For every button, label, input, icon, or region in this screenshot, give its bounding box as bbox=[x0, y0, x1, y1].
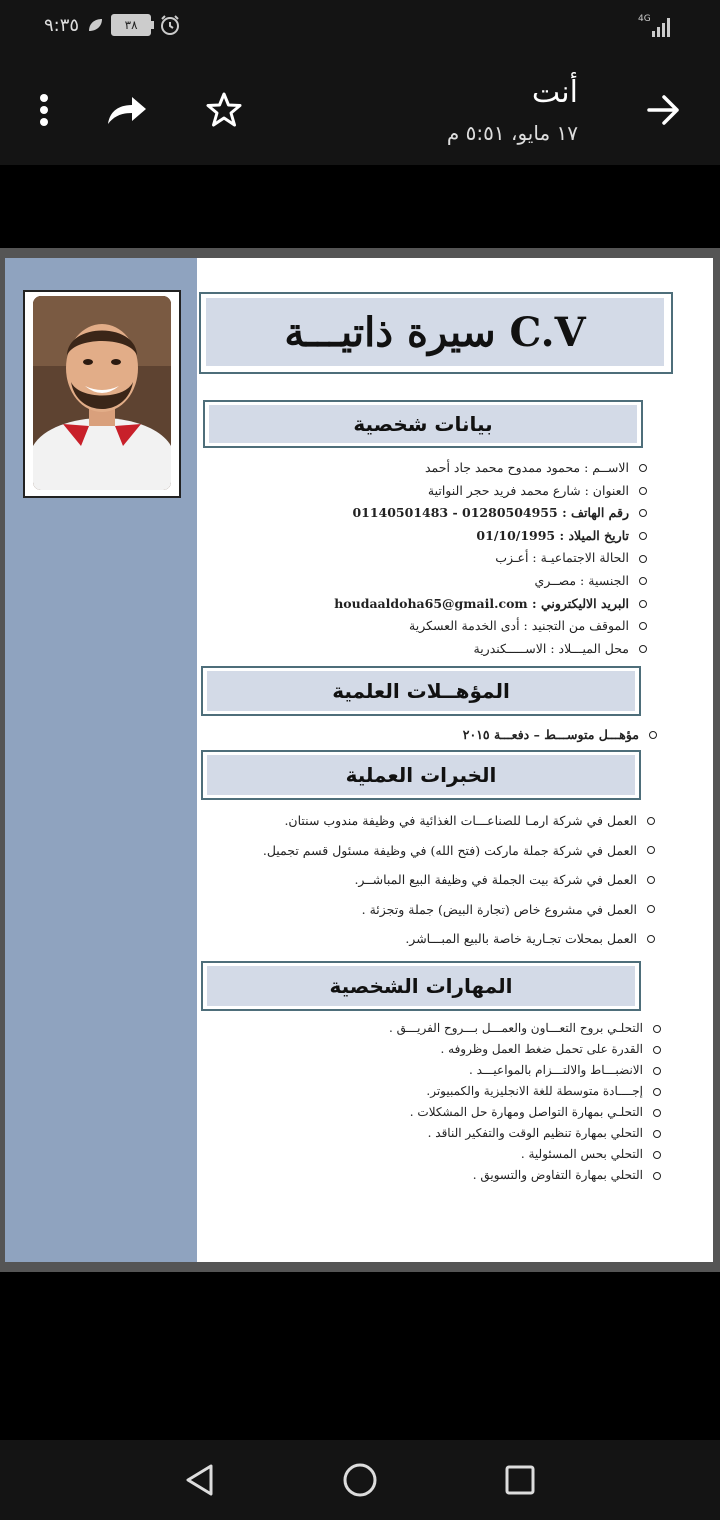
list-item: العمل بمحلات تجـارية خاصة بالبيع المبـــاشر. bbox=[263, 924, 655, 954]
status-left bbox=[44, 14, 181, 36]
battery-level: ٣٨ bbox=[124, 18, 138, 32]
bullet-icon bbox=[639, 600, 647, 608]
list-item: العمل في مشروع خاص (تجارة البيض) جملة وتجزئة . bbox=[263, 895, 655, 925]
list-item: التحلـي بروح التعـــاون والعمـــل بـــروح الفريـــق . bbox=[389, 1018, 661, 1039]
section-qualifications-heading bbox=[201, 666, 641, 716]
battery-icon bbox=[111, 14, 151, 36]
list-item: إجــــادة متوسطة للغة الانجليزية والكمبيوتر. bbox=[389, 1081, 661, 1102]
list-item: العمل في شركة بيت الجملة في وظيفة البيع المباشــر. bbox=[263, 865, 655, 895]
forward-button[interactable] bbox=[640, 89, 688, 131]
network-type: 4G bbox=[638, 14, 651, 24]
qualifications-list bbox=[463, 724, 657, 746]
list-item: رقم الهاتف : 01280504955 - 01140501483 bbox=[334, 502, 647, 525]
bullet-icon bbox=[653, 1046, 661, 1054]
list-item: القدرة على تحمل ضغط العمل وظروفه . bbox=[389, 1039, 661, 1060]
alarm-icon bbox=[159, 14, 181, 36]
section-skills-heading bbox=[201, 961, 641, 1011]
section-heading-text: المؤهــلات العلمية bbox=[207, 671, 635, 711]
sender-title: أنت bbox=[531, 75, 578, 110]
bullet-icon bbox=[653, 1172, 661, 1180]
bullet-icon bbox=[653, 1130, 661, 1138]
list-item: الموقف من التجنيد : أدى الخدمة العسكرية bbox=[334, 615, 647, 638]
list-item: العنوان : شارع محمد فريد حجر النواتية bbox=[334, 480, 647, 503]
more-options-button[interactable] bbox=[24, 87, 64, 133]
leaf-icon bbox=[87, 17, 103, 33]
list-item: الاســم : محمود ممدوح محمد جاد أحمد bbox=[334, 457, 647, 480]
section-experience-heading bbox=[201, 750, 641, 800]
experience-list bbox=[263, 806, 655, 954]
bullet-icon bbox=[653, 1025, 661, 1033]
bullet-icon bbox=[639, 645, 647, 653]
star-icon bbox=[205, 91, 243, 129]
bullet-icon bbox=[653, 1088, 661, 1096]
back-button[interactable] bbox=[176, 1456, 224, 1504]
bullet-icon bbox=[639, 577, 647, 585]
list-item: محل الميـــلاد : الاســـــكندرية bbox=[334, 638, 647, 661]
section-heading-text: الخبرات العملية bbox=[207, 755, 635, 795]
bullet-icon bbox=[639, 555, 647, 563]
person-photo-illustration bbox=[33, 296, 171, 490]
cv-title: سيرة ذاتيـــة C.V bbox=[206, 298, 664, 366]
list-item: التحلي بحس المسئولية . bbox=[389, 1144, 661, 1165]
list-item: تاريخ الميلاد : 01/10/1995 bbox=[334, 525, 647, 548]
share-icon bbox=[106, 94, 148, 126]
status-time: ٩:٣٥ bbox=[44, 14, 80, 36]
section-heading-text: المهارات الشخصية bbox=[207, 966, 635, 1006]
list-item: الجنسية : مصــري bbox=[334, 570, 647, 593]
bullet-icon bbox=[647, 905, 655, 913]
section-heading-text: بيانات شخصية bbox=[209, 405, 637, 443]
personal-info-list bbox=[334, 457, 647, 660]
share-button[interactable] bbox=[104, 90, 150, 130]
home-circle-icon bbox=[342, 1462, 378, 1498]
recents-square-icon bbox=[504, 1464, 536, 1496]
profile-photo bbox=[23, 290, 181, 498]
list-item: الانضبـــاط والالتـــزام بالمواعيـــد . bbox=[389, 1060, 661, 1081]
message-timestamp: ١٧ مايو، ٥:٥١ م bbox=[446, 121, 578, 145]
bullet-icon bbox=[639, 487, 647, 495]
cv-title-box bbox=[199, 292, 673, 374]
list-item: التحلي بمهارة تنظيم الوقت والتفكير الناقد . bbox=[389, 1123, 661, 1144]
bullet-icon bbox=[647, 935, 655, 943]
bullet-icon bbox=[639, 532, 647, 540]
bullet-icon bbox=[653, 1151, 661, 1159]
list-item: التحلـي بمهارة التواصل ومهارة حل المشكلات . bbox=[389, 1102, 661, 1123]
section-personal-heading bbox=[203, 400, 643, 448]
home-button[interactable] bbox=[336, 1456, 384, 1504]
list-item: البريد الاليكتروني : houdaaldoha65@gmail.com bbox=[334, 593, 647, 616]
more-vertical-icon bbox=[39, 93, 49, 127]
signal-indicator bbox=[638, 16, 674, 42]
bullet-icon bbox=[653, 1109, 661, 1117]
bullet-icon bbox=[639, 464, 647, 472]
skills-list bbox=[389, 1018, 661, 1186]
avatar bbox=[33, 296, 171, 490]
bullet-icon bbox=[653, 1067, 661, 1075]
star-button[interactable] bbox=[202, 88, 246, 132]
app-bar bbox=[0, 55, 720, 165]
bullet-icon bbox=[639, 622, 647, 630]
list-item: العمل في شركة جملة ماركت (فتح الله) في وظيفة مسئول قسم تجميل. bbox=[263, 836, 655, 866]
cv-document-image[interactable] bbox=[5, 258, 713, 1262]
back-triangle-icon bbox=[184, 1463, 216, 1497]
list-item: العمل في شركة ارمـا للصناعـــات الغذائية في وظيفة مندوب سنتان. bbox=[263, 806, 655, 836]
arrow-right-icon bbox=[646, 94, 682, 126]
bullet-icon bbox=[647, 817, 655, 825]
status-bar bbox=[0, 0, 720, 55]
bullet-icon bbox=[639, 509, 647, 517]
list-item: مؤهـــل متوســـط – دفعـــة ٢٠١٥ bbox=[463, 724, 657, 746]
bullet-icon bbox=[649, 731, 657, 739]
list-item: الحالة الاجتماعيـة : أعـزب bbox=[334, 547, 647, 570]
list-item: التحلي بمهارة التفاوض والتسويق . bbox=[389, 1165, 661, 1186]
bullet-icon bbox=[647, 876, 655, 884]
bullet-icon bbox=[647, 846, 655, 854]
recents-button[interactable] bbox=[496, 1456, 544, 1504]
system-nav-bar bbox=[0, 1440, 720, 1520]
